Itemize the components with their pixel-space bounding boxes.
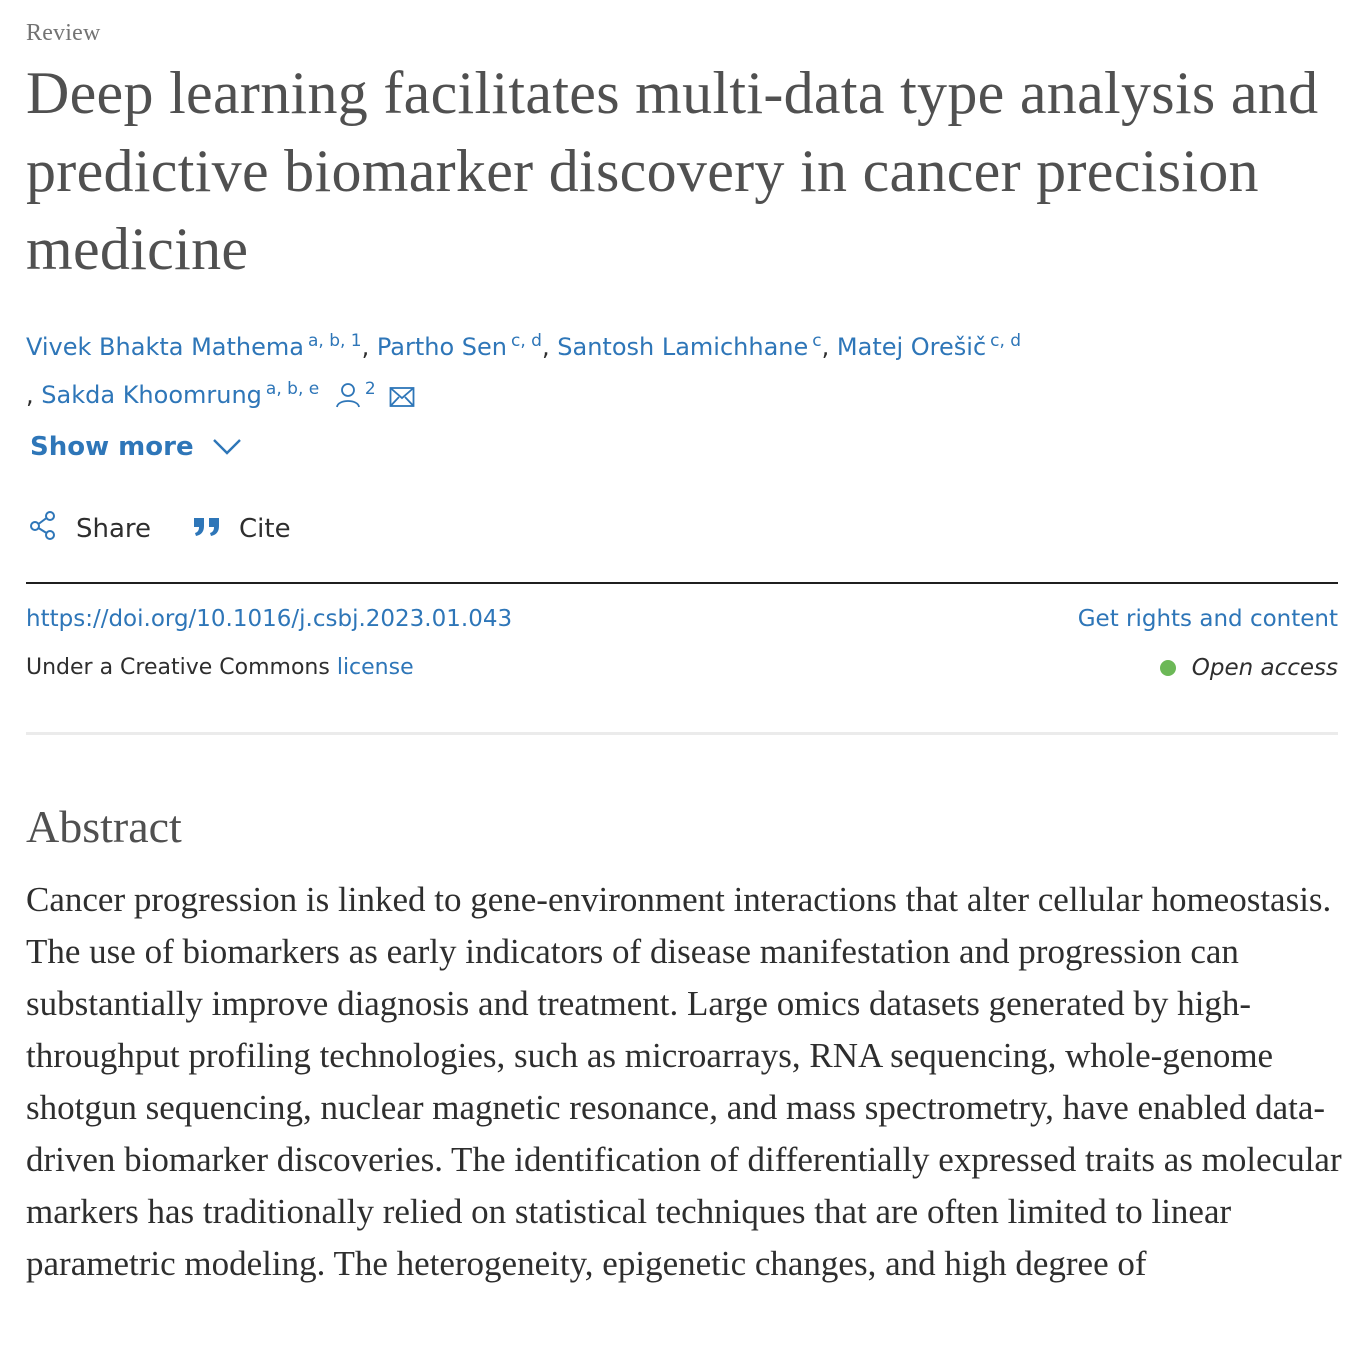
abstract-heading: Abstract [26,801,182,852]
cite-quote-icon [193,512,221,545]
author-affiliation-sup[interactable]: c, d [511,331,542,351]
abstract-body: Cancer progression is linked to gene-environment interactions that alter cellular homeostasis. The use of biomarkers as early indicators of disease manifestation and progression can substantially improve diagnosis and treatment. Large omics datasets generated by high-throughput profiling technologies, such as microarrays, RNA sequencing, whole-genome shotgun sequencing, nuclear magnetic resonance, and mass spectrometry, have enabled data-driven biomarker discoveries. The identification of differentially expressed traits as molecular markers has traditionally relied on statistical techniques that are often limited to linear parametric modeling. The heterogeneity, epigenetic changes, and high degree of [26,880,1342,1283]
open-access-dot-icon [1160,660,1176,676]
chevron-down-icon [212,432,242,462]
section-divider [26,732,1338,735]
author-name[interactable]: Matej Orešič [836,333,987,361]
share-icon [28,510,58,547]
show-more-button[interactable] [30,432,242,462]
author-separator: , [541,333,550,361]
article-actions [28,510,333,547]
header-divider [26,582,1338,584]
share-label: Share [76,513,152,544]
person-icon[interactable] [335,379,361,421]
author-separator: , [26,381,34,409]
doi-link[interactable]: https://doi.org/10.1016/j.csbj.2023.01.043 [26,606,513,632]
share-button[interactable] [28,510,151,547]
license-statement [26,655,414,680]
open-access-badge [1160,655,1338,681]
author-list [26,320,1338,421]
mail-icon[interactable] [389,379,415,421]
author-affiliation-sup[interactable]: c, d [990,331,1022,351]
author-name[interactable]: Vivek Bhakta Mathema [26,333,304,361]
author-name[interactable]: Partho Sen [376,333,508,361]
cite-label: Cite [239,513,291,544]
article-type-label: Review [26,20,101,46]
author-separator: , [361,333,370,361]
open-access-label: Open access [1191,655,1338,681]
corresponding-count[interactable]: 2 [364,379,376,399]
get-rights-link[interactable]: Get rights and content [1077,606,1338,632]
license-link[interactable]: license [336,655,414,680]
author-separator: , [821,333,830,361]
author-name[interactable]: Sakda Khoomrung [41,381,262,409]
author-affiliation-sup[interactable]: c [812,331,822,351]
license-prefix: Under a Creative Commons [26,655,337,680]
cite-button[interactable] [193,512,291,545]
author-affiliation-sup[interactable]: a, b, 1 [307,331,362,351]
author-name[interactable]: Santosh Lamichhane [557,333,809,361]
author-affiliation-sup[interactable]: a, b, e [265,379,320,399]
show-more-label: Show more [30,432,194,462]
article-title: Deep learning facilitates multi-data type analysis and predictive biomarker discovery in cancer precision medicine [26,60,1319,282]
